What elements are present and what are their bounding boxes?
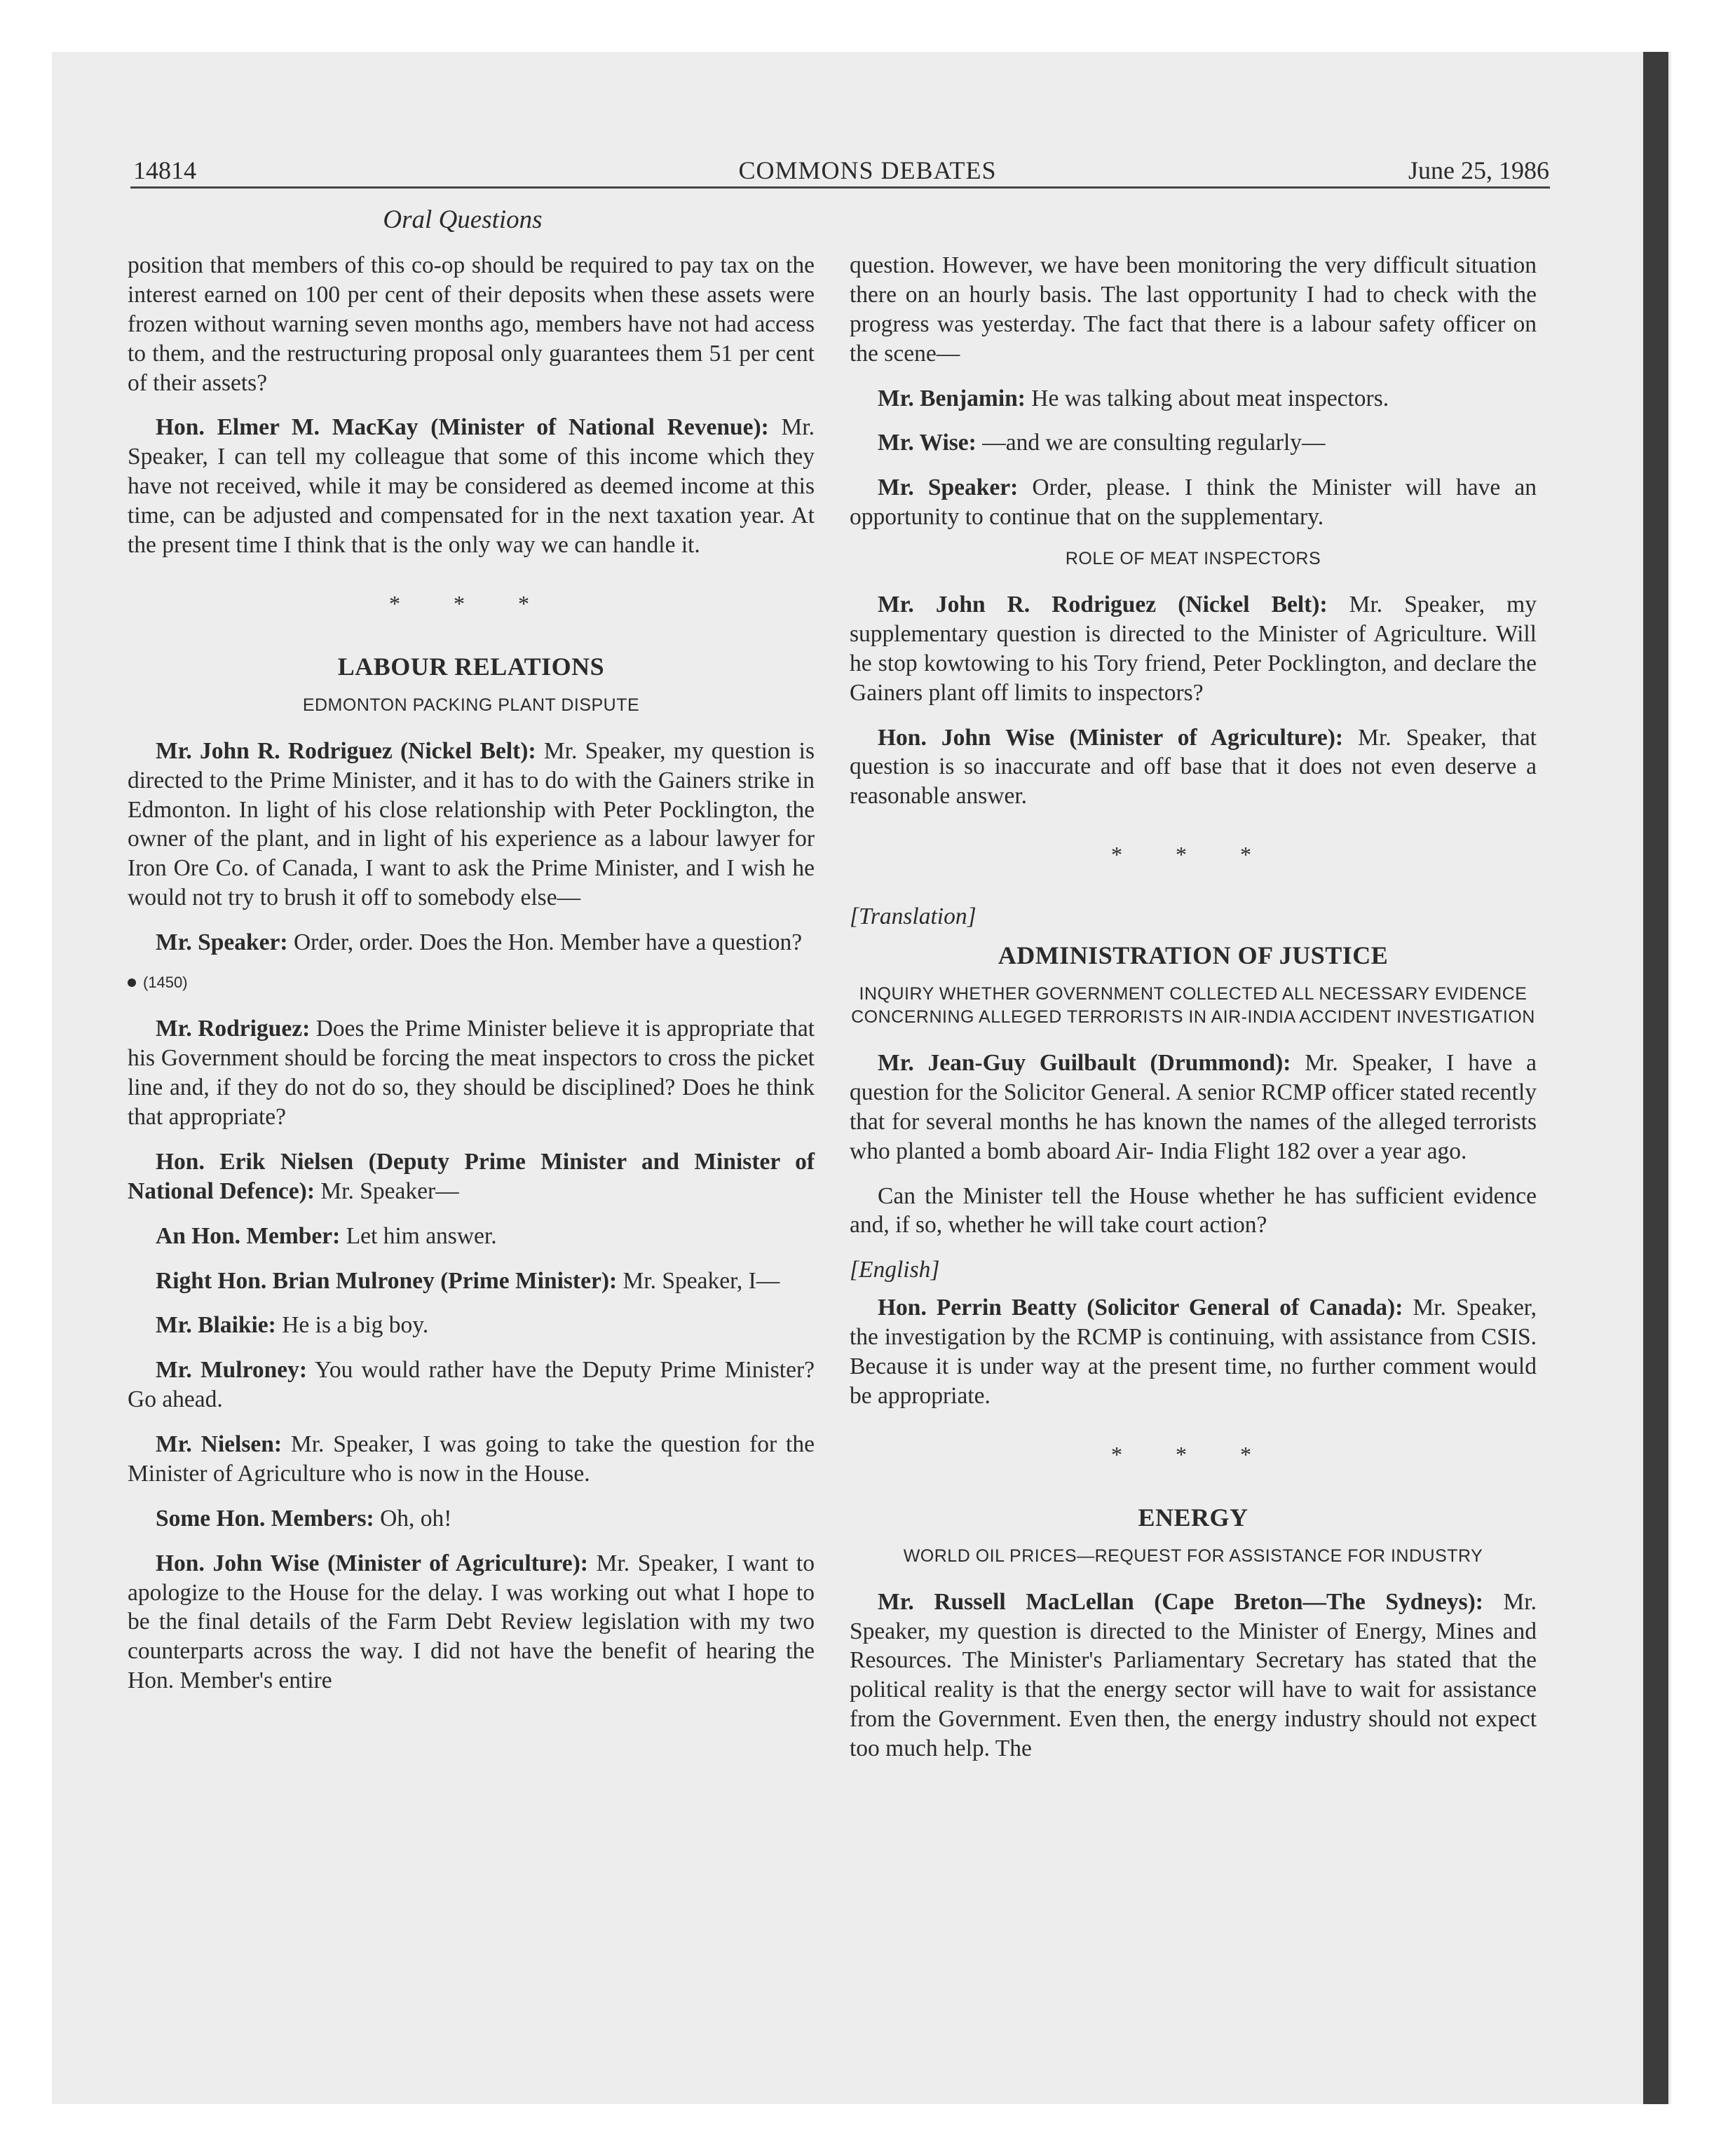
speaker-name: Mr. Wise: — [878, 430, 977, 456]
speech-text: Mr. Speaker, that question is so inaccurate and off base that it does not even deserve a reasonable answer. — [850, 724, 1537, 810]
paragraph — [128, 1311, 815, 1340]
speaker-name: Mr. Benjamin: — [878, 385, 1026, 411]
language-marker: [English] — [850, 1257, 940, 1283]
paragraph — [128, 737, 815, 913]
section-heading: ADMINISTRATION OF JUSTICE — [998, 941, 1389, 969]
bullet-icon — [128, 978, 136, 987]
section-separator: * * * — [1111, 1441, 1275, 1467]
section-label: Oral Questions — [383, 205, 543, 234]
speaker-name: Mr. Speaker: — [156, 929, 288, 955]
paragraph: position that members of this co-op should be required to pay tax on the interest earned on 100 per cent of their deposits when these assets were frozen without warning seven months ago, members have not had access to them, and the restructuring proposal only guarantees them 51 per cent of their assets? — [128, 252, 815, 396]
paragraph — [128, 413, 815, 559]
speech-text: Does the Prime Minister believe it is appropriate that his Government should be forcing the meat inspectors to cross the picket line and, if they do not do so, they should be disciplined? Does he think that appropriate? — [128, 1016, 815, 1130]
speech-text: Mr. Speaker, my supplementary question is directed to the Minister of Agriculture. Will he stop kowtowing to his Tory friend, Peter Pocklington, and declare the Gainers plant off limits to inspectors? — [850, 592, 1537, 706]
paragraph: question. However, we have been monitoring the very difficult situation there on an hourly basis. The last opportunity I had to check with the progress was yesterday. The fact that there is a labour safety officer on the scene— — [850, 252, 1537, 367]
page-number: 14814 — [133, 156, 196, 184]
paragraph — [128, 1356, 815, 1414]
page-date: June 25, 1986 — [1408, 156, 1549, 184]
paragraph — [128, 1267, 815, 1296]
section-heading: ENERGY — [1138, 1503, 1248, 1531]
speaker-name: Hon. Elmer M. MacKay (Minister of National Revenue): — [156, 414, 769, 441]
section-subheading: WORLD OIL PRICES—REQUEST FOR ASSISTANCE FOR INDUSTRY — [903, 1546, 1483, 1566]
speaker-name: Mr. Mulroney: — [156, 1357, 307, 1384]
paragraph — [850, 1293, 1537, 1411]
speaker-name: Mr. Rodriguez: — [156, 1016, 311, 1042]
section-subheading: EDMONTON PACKING PLANT DISPUTE — [302, 695, 640, 715]
speech-text: —and we are consulting regularly— — [976, 430, 1326, 456]
speaker-name: An Hon. Member: — [156, 1222, 341, 1249]
section-heading: LABOUR RELATIONS — [337, 652, 605, 681]
speech-text: Mr. Speaker, I want to apologize to the House for the delay. I was working out what I hope to be the final details of the Farm Debt Review legislation with my two counterparts across the way. I did not have the benefit of hearing the Hon. Member's entire — [128, 1550, 815, 1694]
left-column — [128, 251, 815, 1711]
paragraph — [850, 1588, 1537, 1763]
header-rule — [130, 186, 1550, 189]
speaker-name: Mr. Blaikie: — [156, 1312, 276, 1339]
speaker-name: Mr. John R. Rodriguez (Nickel Belt): — [878, 592, 1328, 618]
speech-text: Mr. Speaker— — [315, 1178, 459, 1204]
speech-text: Mr. Speaker, the investigation by the RCMP is continuing, with assistance from CSIS. Because it is under way at the present time, no further comment would be appropriate. — [850, 1295, 1537, 1409]
paragraph — [128, 1504, 815, 1534]
speaker-name: Some Hon. Members: — [156, 1505, 374, 1531]
speech-text: Mr. Speaker, my question is directed to the Minister of Energy, Mines and Resources. The Minister's Parliamentary Secretary has stated that the political reality is that the energy sector will have to wait for assistance from the Government. Even then, the energy industry should not expect too much help. The — [850, 1588, 1537, 1761]
speaker-name: Mr. Jean-Guy Guilbault (Drummond): — [878, 1050, 1291, 1076]
paragraph — [850, 428, 1537, 458]
paragraph — [128, 928, 815, 957]
paragraph — [850, 590, 1537, 708]
speech-text: Let him answer. — [340, 1222, 497, 1249]
speaker-name: Right Hon. Brian Mulroney (Prime Minister): — [156, 1267, 618, 1294]
speech-text: Mr. Speaker, my question is directed to the Prime Minister, and it has to do with the Gainers strike in Edmonton. In light of his close relationship with Peter Pocklington, the owner of the plant, and in light of his experience as a labour lawyer for Iron Ore Co. of Canada, I want to ask the Prime Minister, and I wish he would not try to brush it off to somebody else— — [128, 737, 815, 911]
paragraph: Can the Minister tell the House whether he has sufficient evidence and, if so, whether he will take court action? — [850, 1182, 1537, 1239]
speaker-name: Mr. Russell MacLellan (Cape Breton—The Sydneys): — [878, 1588, 1483, 1615]
speaker-name: Hon. Erik Nielsen (Deputy Prime Minister and Minister of National Defence): — [128, 1148, 815, 1204]
right-column — [850, 251, 1537, 1779]
speech-text: Mr. Speaker, I— — [617, 1267, 780, 1294]
time-marker — [128, 973, 815, 992]
speech-text: You would rather have the Deputy Prime Minister? Go ahead. — [128, 1357, 815, 1413]
speaker-name: Mr. Speaker: — [878, 475, 1019, 501]
section-subheading: INQUIRY WHETHER GOVERNMENT COLLECTED ALL NECESSARY EVIDENCE CONCERNING ALLEGED TERRORISTS IN AIR-INDIA ACCIDENT INVESTIGATION — [851, 984, 1535, 1027]
speaker-name: Hon. John Wise (Minister of Agriculture): — [878, 724, 1344, 751]
speaker-name: Mr. Nielsen: — [156, 1431, 283, 1457]
speech-text: Mr. Speaker, I have a question for the Solicitor General. A senior RCMP officer stated recently that for several months he has known the names of the alleged terrorists who planted a bomb aboard Air- India Flight 182 over a year ago. — [850, 1050, 1537, 1164]
speech-text: Mr. Speaker, I can tell my colleague that some of this income which they have not received, while it may be considered as deemed income at this time, can be adjusted and compensated for in the next taxation year. At the present time I think that is the only way we can handle it. — [128, 414, 815, 558]
paragraph — [128, 1222, 815, 1251]
paragraph — [128, 1147, 815, 1206]
speech-text: Order, please. I think the Minister will have an opportunity to continue that on the supplementary. — [850, 475, 1537, 531]
section-separator: * * * — [1111, 842, 1275, 868]
running-title: COMMONS DEBATES — [738, 156, 997, 184]
speaker-name: Hon. Perrin Beatty (Solicitor General of Canada): — [878, 1295, 1403, 1321]
speech-text: He is a big boy. — [275, 1312, 429, 1339]
paragraph — [850, 723, 1537, 812]
speaker-name: Mr. John R. Rodriguez (Nickel Belt): — [156, 737, 536, 764]
time-marker-text: (1450) — [143, 973, 188, 991]
speech-text: He was talking about meat inspectors. — [1025, 385, 1389, 411]
scan-edge-bar — [1643, 52, 1668, 2104]
section-separator: * * * — [389, 590, 553, 616]
paragraph — [850, 384, 1537, 414]
paragraph — [128, 1430, 815, 1489]
paragraph — [128, 1014, 815, 1132]
speech-text: Mr. Speaker, I was going to take the question for the Minister of Agriculture who is now in the House. — [128, 1431, 815, 1487]
speech-text: Order, order. Does the Hon. Member have a question? — [287, 929, 803, 955]
paragraph — [850, 473, 1537, 532]
speaker-name: Hon. John Wise (Minister of Agriculture): — [156, 1550, 588, 1576]
section-subheading: ROLE OF MEAT INSPECTORS — [1065, 549, 1321, 568]
speech-text: Oh, oh! — [374, 1505, 452, 1531]
paragraph — [128, 1549, 815, 1696]
language-marker: [Translation] — [850, 903, 977, 930]
paragraph — [850, 1049, 1537, 1166]
